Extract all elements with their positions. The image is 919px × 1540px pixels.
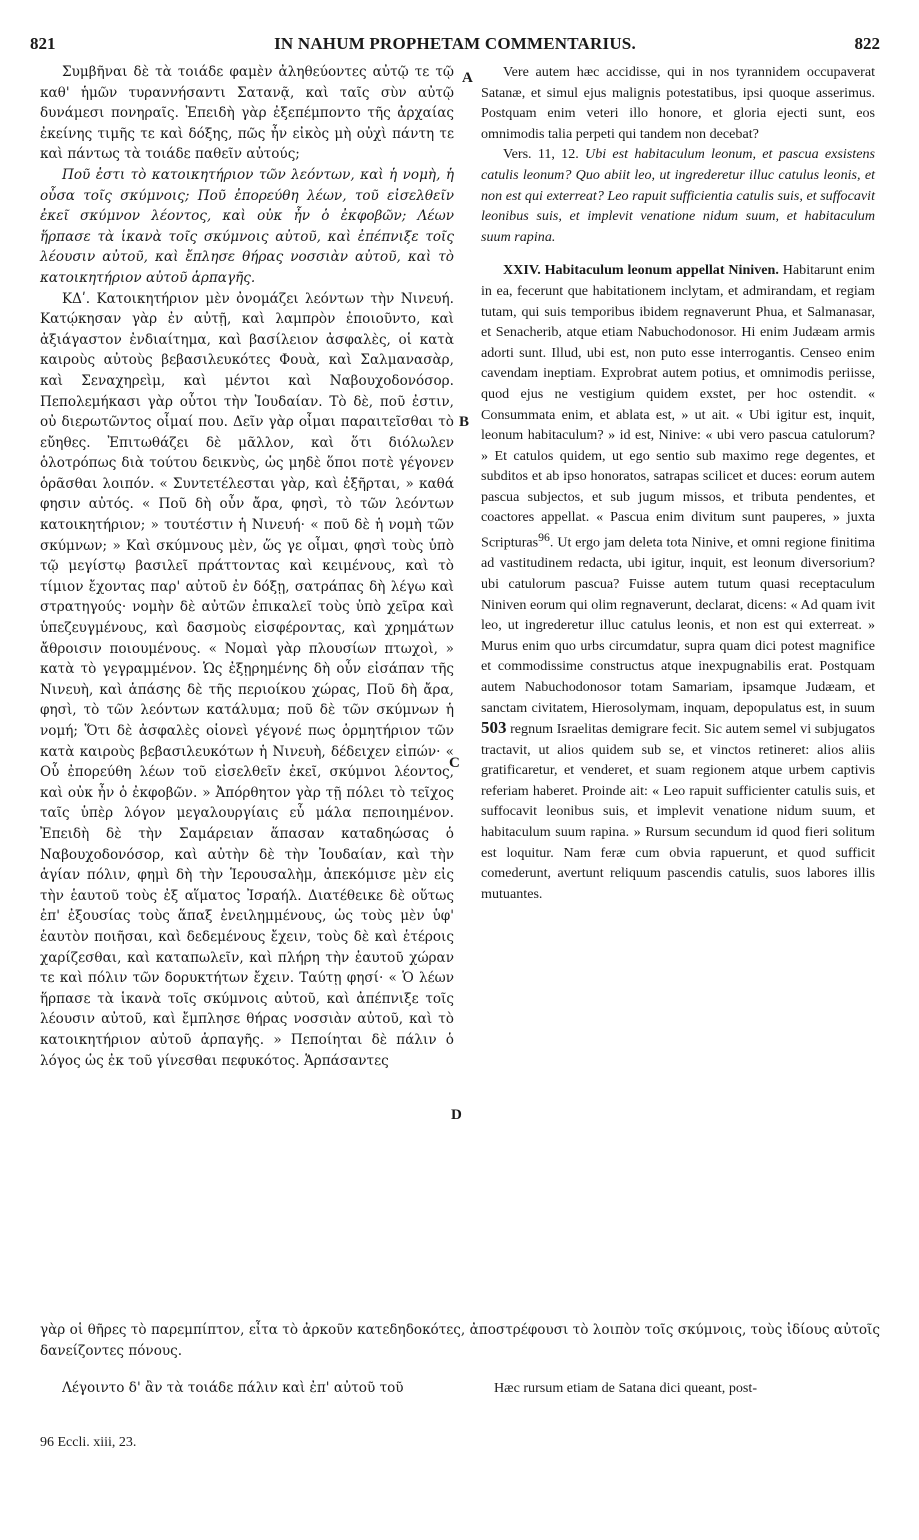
margin-letter-c: C [449,755,460,771]
running-title: IN NAHUM PROPHETAM COMMENTARIUS. [274,34,636,53]
latin-paragraph-2-text-a: Habitarunt enim in ea, fecerunt que habitationem inclytam, et admirandam, et regiam tutam, qui suis temporibus ibidem regnaverunt Phua, et Salmanasar, et Senacherib, atque etiam Nabuchodonosor. Hi enim Judæam armis adorti sunt. Illud, ubi est, non puto esse interrogantis. Censeo enim cavendam ineptiam. Exprobrat autem potius, et omnimodis periisse, quod ejus ne vestigium quidem exstet, per hoc ostendit. « Consummata enim, et ablata est, » ut ait. « Ubi igitur est, inquit, leonum habitaculum? » id est, Ninive: « ubi vero pascua catulorum? » Et catulos quidem, ut ego sentio sub maximo rege degentes, et subditos et ab ipso honoratos, satrapas scilicet et duces: eorum autem pascua subjectos, et sub jugum missos, et tributa pendentes, et coactores appellat. « Pascua enim divitum sunt pauperes, » juxta Scripturas [481,262,876,551]
greek-last-line: Λέγοιντο δ' ἂν τὰ τοιάδε πάλιν καὶ ἐπ' αὐτοῦ τοῦ [62,1380,404,1396]
latin-paragraph-2-text-c: regnum Israelitas demigrare fecit. Sic autem semel vi subjugatos tractavit, ut alios quidem sub se, et vinctos retineret: alios aliis gratificaretur, et venderet, et suam regionem atque urbem captivis referiam haberet. Proinde ait: « Leo rapuit sufficienter catulis suis, et suffocavit leonibus suis, et implevit venatione nidum suum, et habitaculum suum rapina. » Rursum secundum id quod fieri solitum est loquitur. Nam feræ cum obvia rapuerunt, et quod sufficit comederunt, avertunt reliquum pascendis catulis, suos labores illis mutuantes. [481,721,875,902]
section-lead: Habitaculum leonum appellat Niniven. [544,262,779,279]
running-header [30,34,880,58]
latin-paragraph-1: Vere autem hæc accidisse, qui in nos tyrannidem occupaverat Satanæ, et simul ejus malignis potestatibus, ipsi quoque asserimus. Postquam enim veteri illo honore, et gloria ejecti sunt, eos omnimodis talia perpeti qui tandem non decebat? [481,64,875,142]
latin-column [481,62,875,904]
greek-column [40,62,454,1071]
greek-runon-line: γὰρ οἱ θῆρες τὸ παρεμπίπτον, εἶτα τὸ ἀρκοῦν κατεδηδοκότες, ἀποστρέφουσι τὸ λοιπὸν τοῖς σκύμνοις, τοὺς ἰδίους αὐτοῖς δανείζοντες πόνους. [40,1322,880,1359]
page-number-right: 822 [854,34,880,53]
latin-paragraph-2 [481,260,875,904]
verse-label: Vers. 11, 12. [503,146,579,163]
page-number-left: 821 [30,34,56,53]
latin-verse-quote: Ubi est habitaculum leonum, et pascua exsistens catulis leonum? Quo abiit leo, ut ingrederetur illuc catulus leonis, et non est qui exterreat? Leo rapuit sufficientia catulis suis, et suffocavit leonibus suis, et implevit venatione nidum suum, et habitaculum suum rapina. [481,146,875,245]
column-number: 503 [481,718,507,738]
greek-paragraph-1: Συμβῆναι δὲ τὰ τοιάδε φαμὲν ἀληθεύοντες αὐτῷ τε τῷ καθ' ἡμῶν τυραννήσαντι Σατανᾷ, καὶ ταῖς σὺν αὐτῷ δυνάμεσι πονηραῖς. Ἐπειδὴ γὰρ ἐξεπέμποντο τῆς ἀρχαίας ἐκείνης τιμῆς τε καὶ δόξης, πῶς ἦν εἰκὸς μὴ οὐχὶ πάντη τε καὶ πάντως τὰ τοιάδε παθεῖν αὐτούς; [40,64,454,163]
margin-letter-a: A [462,70,473,86]
footnote-ref: 96 [538,531,550,545]
latin-verse-block [481,144,875,247]
margin-letter-d: D [451,1107,462,1123]
section-number: XXIV. [503,262,541,279]
footnote: 96 Eccli. xiii, 23. [40,1435,137,1450]
margin-letter-b: B [459,414,470,430]
latin-last-line: Hæc rursum etiam de Satana dici queant, post- [494,1380,758,1396]
latin-paragraph-2-text-b: . Ut ergo jam deleta tota Ninive, et omni regione finitima ad vastitudinem redacta, ubi igitur, inquit, est leonum diversorium? ubi catulorum pascua? Fuisse autem tutum quasi receptaculum Niniven eorum qui olim regnaverunt, declarat, dicens: « Ad quam ivit leo, ut ingrederetur illuc catulus leonis, et non est qui exterreat. » Murus enim quo urbs circumdatur, supra quam dici potest magnifice et commodissime constructus atque inexpugnabilis erat. Postquam autem Nabuchodonosor totam Samariam, ipsamque Judæam, et sanctam civitatem, Hierosolymam, inquam, depopulatus est, in suum [481,534,875,716]
greek-verse-quote: Ποῦ ἐστι τὸ κατοικητήριον τῶν λεόντων, καὶ ἡ νομὴ, ἡ οὖσα τοῖς σκύμνοις; Ποῦ ἐπορεύθη λέων, τοῦ εἰσελθεῖν ἐκεῖ σκύμνον λέοντος, καὶ οὐκ ἦν ὁ ἐκφοβῶν; Λέων ἥρπασε τὰ ἱκανὰ τοῖς σκύμνοις αὐτοῦ, καὶ ἐπέπνιξε τοῖς λέουσιν αὐτοῦ, καὶ ἔπλησε θήρας νοσσιὰν αὐτοῦ, καὶ τὸ κατοικητήριον αὐτοῦ ἁρπαγῆς. [40,166,454,286]
greek-paragraph-2: ΚΔʹ. Κατοικητήριον μὲν ὀνομάζει λεόντων τὴν Νινευή. Κατῴκησαν γὰρ ἐν αὐτῇ, καὶ λαμπρὸν ἐποιοῦντο, καὶ ἀξιάγαστον ἐνδιαίτημα, καὶ βασίλειον ἀσφαλὲς, οἱ κατὰ καιροὺς αὐτοὺς βεβασιλευκότες Φουὰ, καὶ Σαλμανασὰρ, καὶ Σεναχηρεὶμ, καὶ μέντοι καὶ Ναβουχοδονόσορ. Πεπολεμήκασι γὰρ οὗτοι τὴν Ἰουδαίαν. Τὸ δὲ, ποῦ ἐστιν, οὐ διερωτῶντος οἶμαί που. Δεῖν γὰρ οἶμαι παραιτεῖσθαι τὸ εὔηθες. Ἐπιτωθάζει δὲ μᾶλλον, καὶ ὅτι διόλωλεν ὁλοτρόπως διὰ τούτου δεικνὺς, ὡς μηδὲ ὅποι ποτὲ γέγονεν ὁρᾶσθαι λοιπόν. « Συντετέλεσται γὰρ, καὶ ἐξῆρται, » καθά φησιν αὐτός. « Ποῦ δὴ οὖν ἄρα, φησὶ, τὸ τῶν λεόντων κατοικητήριον; » τουτέστιν ἡ Νινευή· « ποῦ δὲ ἡ νομὴ τῶν σκύμνων; » Καὶ σκύμνους μὲν, ὥς γε οἶμαι, φησὶ τοὺς ὑπὸ τῷ μεγίστῳ βασιλεῖ πράττοντας καὶ κειμένους, καὶ τὸ τίμιον ἔχοντας παρ' αὐτοῦ ἐν δόξῃ, σατράπας δὴ λέγω καὶ στρατηγούς· νομὴν δὲ αὐτῶν ἐπικαλεῖ τοὺς ὑπὸ χεῖρα καὶ ὑπεζευγμένους, καὶ δασμοὺς εἰσφέροντας, καὶ χρημάτων ἄθροισιν ποιουμένους. « Νομαὶ γὰρ πλουσίων πτωχοὶ, » κατὰ τὸ γεγραμμένον. Ὡς ἐξῃρημένης δὴ οὖν εἰσάπαν τῆς Νινευὴ, καὶ ἁπάσης δὲ τῆς περιοίκου χώρας, Ποῦ δὴ ἄρα, φησὶ, τὸ τῶν λεόντων κατάλυμα; ποῦ δὲ τῶν σκύμνων ἡ νομή; Ὅτι δὲ ἀσφαλὲς οἱονεὶ γέγονέ πως ὁρμητήριον τῶν κατὰ καιροὺς βεβασιλευκότων ἡ Νινευὴ, δέδειχεν εἰπών· « Οὗ ἐπορεύθη λέων τοῦ εἰσελθεῖν ἐκεῖ, σκύμνοι λέοντος, καὶ οὐκ ἦν ὁ ἐκφοβῶν. » Ἀπόρθητον γὰρ τῇ πόλει τὸ τεῖχος ταῖς ὑπὲρ λόγον μεγαλουργίαις εὖ μάλα πεποιημένον. Ἐπειδὴ δὲ τὴν Σαμάρειαν ἅπασαν καταδηώσας ὁ Ναβουχοδονόσορ, καὶ αὐτὴν δὲ τὴν Ἰουδαίαν, καὶ τὴν ἁγίαν πόλιν, φημὶ δὴ τὴν Ἱερουσαλὴμ, ἀπεκόμισε μὲν εἰς τὴν ἑαυτοῦ τοὺς ἐξ αἵματος Ἰσραήλ. Διατέθεικε δὲ οὕτως ἐπ' ἐξουσίας τοὺς ἅπαξ ἐνειλημμένους, ὡς τοὺς μὲν ὑφ' ἑαυτὸν ποιῆσαι, καὶ δεδεμένους ἔχειν, τοὺς δὲ καὶ ἑτέροις χαρίζεσθαι, καὶ καταπωλεῖν, καὶ πλήρη τὴν ἑαυτοῦ χώραν τε καὶ πόλιν τῶν δορυκτήτων ἔχειν. Ταύτῃ φησί· « Ὁ λέων ἥρπασε τὰ ἱκανὰ τοῖς σκύμνοις αὐτοῦ, καὶ ἀπέπνιξε τοῖς λέουσιν αὐτοῦ, καὶ ἔμπλησε θήρας νοσσιὰν αὐτοῦ, καὶ τὸ κατοικητήριον αὐτοῦ ἁρπαγῆς. » Πεποίηται δὲ πάλιν ὁ λόγος ὡς ἐκ τοῦ γίνεσθαι πεφυκότος. Ἁρπάσαντες [40,290,454,1069]
